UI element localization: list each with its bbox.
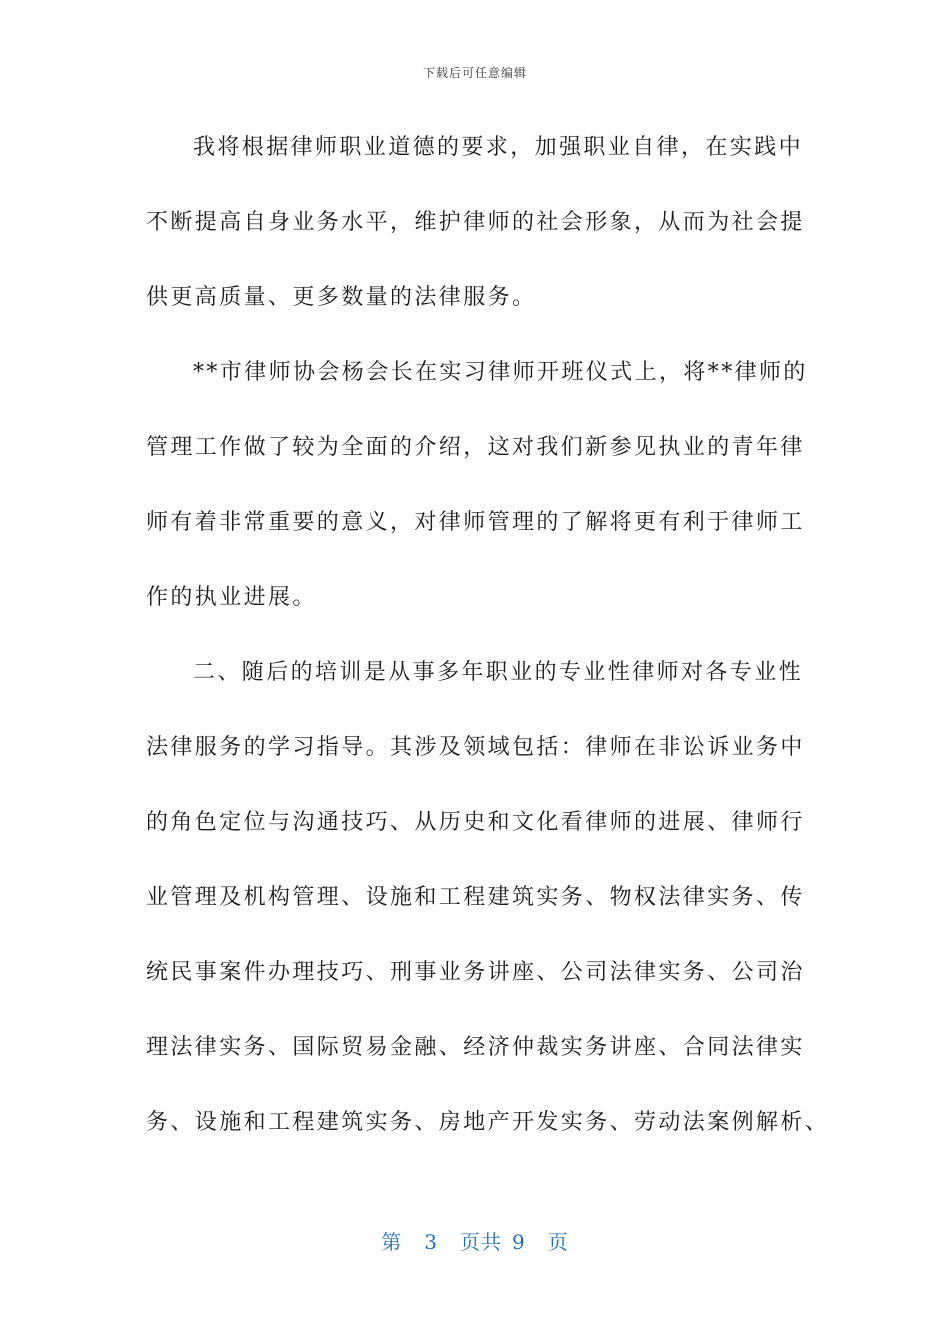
- footer-middle: 页共: [460, 1230, 502, 1254]
- text-line: **市律师协会杨会长在实习律师开班仪式上，将**律师的: [193, 360, 808, 385]
- text-line: 不断提高自身业务水平，维护律师的社会形象，从而为社会提: [146, 210, 805, 235]
- text-line: 理法律实务、国际贸易金融、经济仲裁实务讲座、合同法律实: [146, 1035, 805, 1060]
- text-line: 二、随后的培训是从事多年职业的专业性律师对各专业性: [193, 660, 804, 685]
- footer-prefix: 第: [381, 1230, 403, 1254]
- footer-suffix: 页: [547, 1230, 569, 1254]
- document-body: [146, 110, 830, 1160]
- text-line: 我将根据律师职业道德的要求，加强职业自律，在实践中: [193, 135, 804, 160]
- page-footer: [0, 1226, 950, 1255]
- text-line: 业管理及机构管理、设施和工程建筑实务、物权法律实务、传: [146, 885, 805, 910]
- total-pages-number: 9: [512, 1230, 526, 1254]
- text-line: 务、设施和工程建筑实务、房地产开发实务、劳动法案例解析、: [146, 1110, 830, 1135]
- text-line: 师有着非常重要的意义，对律师管理的了解将更有利于律师工: [146, 510, 805, 535]
- text-line: 作的执业进展。: [146, 585, 317, 610]
- paragraph-3: [146, 635, 830, 1160]
- paragraph-1: [146, 110, 805, 335]
- text-line: 管理工作做了较为全面的介绍，这对我们新参见执业的青年律: [146, 435, 805, 460]
- paragraph-2: [146, 335, 808, 635]
- text-line: 的角色定位与沟通技巧、从历史和文化看律师的进展、律师行: [146, 810, 805, 835]
- current-page-number: 3: [424, 1230, 438, 1254]
- header-note: 下载后可任意编辑: [422, 66, 527, 80]
- text-line: 法律服务的学习指导。其涉及领域包括：律师在非讼诉业务中: [146, 735, 805, 760]
- text-line: 供更高质量、更多数量的法律服务。: [146, 285, 537, 310]
- text-line: 统民事案件办理技巧、刑事业务讲座、公司法律实务、公司治: [146, 960, 805, 985]
